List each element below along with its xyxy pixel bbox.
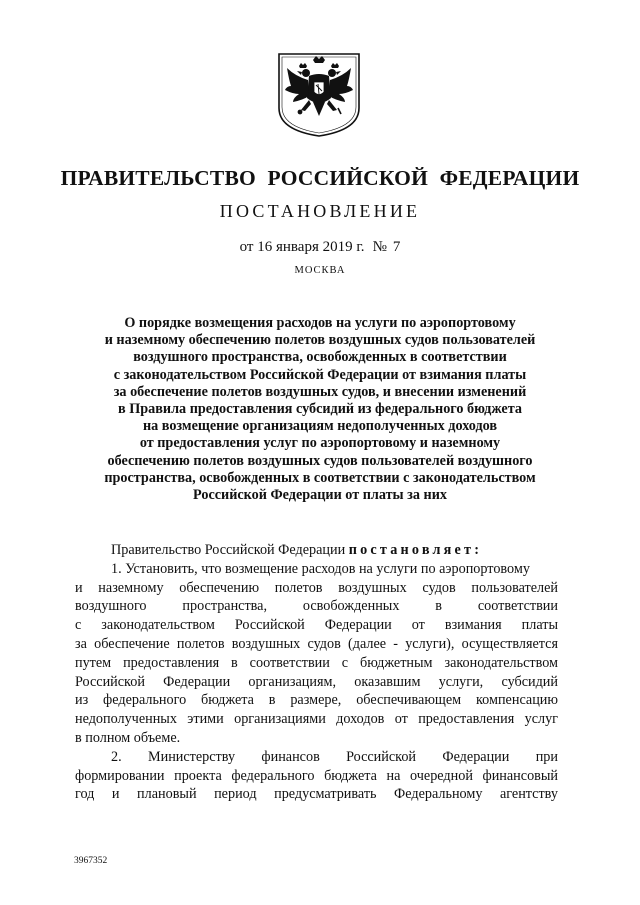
heading-line: в Правила предоставления субсидий из федерального бюджета <box>118 401 522 418</box>
heading-line: обеспечению полетов воздушных судов пользователей воздушного <box>107 452 533 469</box>
decree-word: постановляет: <box>348 542 483 558</box>
decree-body <box>75 541 558 804</box>
heading-line: на возмещение организациям недополученных доходов <box>142 418 498 435</box>
preamble <box>75 541 558 560</box>
decree-heading <box>60 315 580 504</box>
heading-line: пространства, освобожденных в соответствии с законодательством <box>104 469 536 486</box>
number-sign: № <box>372 239 387 255</box>
heading-line: и наземному обеспечению полетов воздушных судов пользователей <box>104 332 536 349</box>
document-code: 3967352 <box>74 856 108 866</box>
heading-line: с законодательством Российской Федерации от взимания платы <box>113 366 527 383</box>
coat-of-arms-emblem <box>273 50 365 138</box>
paragraph-1-line: в полном объеме. <box>75 729 181 746</box>
decree-number: 7 <box>392 239 401 255</box>
paragraph-1-line: с законодательством Российской Федерации от взимания платы <box>75 617 558 634</box>
heading-line: от предоставления услуг по аэропортовому и наземному <box>139 435 501 452</box>
paragraph-1-line: и наземному обеспечению полетов воздушных судов пользователей <box>75 579 558 596</box>
paragraph-1-line: воздушного пространства, освобожденных в соответствии <box>75 598 558 615</box>
paragraph-1-line: Российской Федерации организациям, оказавшим услуги, субсидий <box>75 673 558 690</box>
date-number-line <box>0 239 640 256</box>
heading-line: воздушного пространства, освобожденных в соответствии <box>133 349 507 366</box>
paragraph-2-line: формировании проекта федерального бюджета на очередной финансовый <box>75 767 558 784</box>
paragraph-2-line: 2. Министерству финансов Российской Федерации при <box>111 748 558 765</box>
paragraph-1-line: 1. Установить, что возмещение расходов на услуги по аэропортовому <box>111 560 530 577</box>
government-title: ПРАВИТЕЛЬСТВО РОССИЙСКОЙ ФЕДЕРАЦИИ <box>60 166 580 190</box>
paragraph-1-line: недополученных этими организациями доходов от предоставления услуг <box>75 711 558 728</box>
heading-line: О порядке возмещения расходов на услуги по аэропортовому <box>124 315 516 331</box>
heading-line: Российской Федерации от платы за них <box>193 487 447 504</box>
city-label: МОСКВА <box>294 265 346 276</box>
paragraph-1-line: за обеспечение полетов воздушных судов (далее - услуги), осуществляется <box>75 635 558 652</box>
paragraph-1-line: путем предоставления в соответствии с бюджетным законодательством <box>75 654 558 671</box>
preamble-text: Правительство Российской Федерации <box>111 542 346 558</box>
heading-line: за обеспечение полетов воздушных судов, и внесении изменений <box>113 383 527 400</box>
decree-date: от 16 января 2019 г. <box>239 239 365 255</box>
document-type: ПОСТАНОВЛЕНИЕ <box>219 201 421 221</box>
double-headed-eagle-icon <box>273 50 365 138</box>
paragraph-1-line: из федерального бюджета в размере, обеспечивающем компенсацию <box>75 692 558 709</box>
paragraph-2-line: год и плановый период предусматривать Федеральному агентству <box>75 786 558 803</box>
